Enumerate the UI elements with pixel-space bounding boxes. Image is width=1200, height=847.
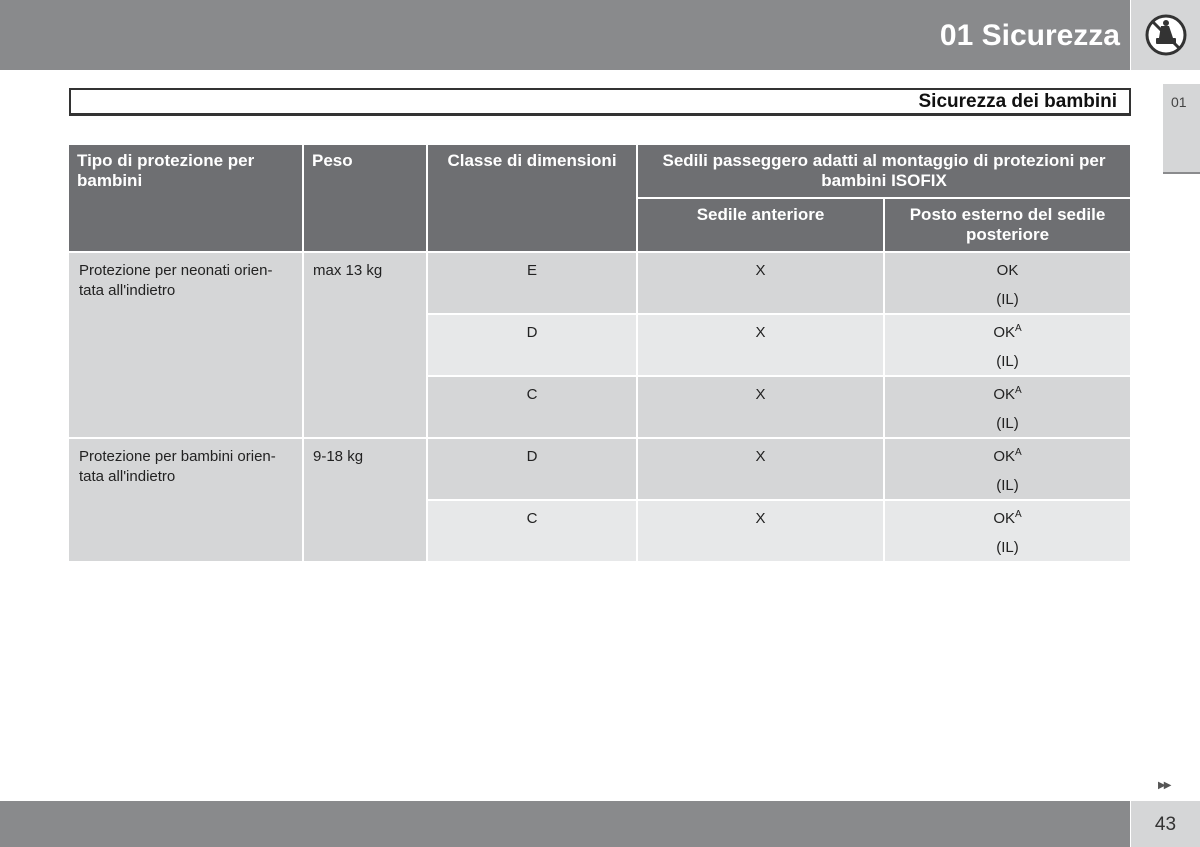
weight-range: 9-18 kg	[304, 439, 428, 563]
header-weight: Peso	[304, 145, 428, 253]
size-class-cell: D	[428, 315, 638, 377]
rear-seat-note: (IL)	[996, 291, 1019, 308]
header-size-class: Classe di dimensioni	[428, 145, 638, 253]
rear-seat-value: OK	[993, 386, 1016, 403]
rear-seat-value: OK	[993, 324, 1016, 341]
child-seat-prohibited-icon	[1145, 14, 1187, 56]
chapter-title: 01 Sicurezza	[939, 19, 1120, 52]
front-seat-cell: X	[638, 253, 885, 315]
front-seat-cell: X	[638, 377, 885, 439]
rear-seat-cell	[885, 439, 1130, 501]
table-row	[69, 253, 1130, 315]
size-class-cell: C	[428, 377, 638, 439]
chapter-icon-box	[1131, 0, 1200, 70]
rear-seat-note: (IL)	[996, 415, 1019, 432]
rear-seat-value: OK	[993, 448, 1016, 465]
rear-seat-note: (IL)	[996, 353, 1019, 370]
page-number-box	[1131, 801, 1200, 847]
side-tab-label: 01	[1171, 94, 1187, 110]
front-seat-cell: X	[638, 501, 885, 563]
child-seat-type: Protezione per bambini orien-tata all'indietro	[69, 439, 304, 563]
footnote-marker: A	[1015, 447, 1022, 458]
header-seats-group: Sedili passeggero adatti al montaggio di protezioni per bambini ISOFIX	[638, 145, 1130, 199]
rear-seat-note: (IL)	[996, 477, 1019, 494]
rear-seat-cell	[885, 315, 1130, 377]
rear-seat-cell	[885, 377, 1130, 439]
child-seat-type: Protezione per neonati orien-tata all'indietro	[69, 253, 304, 439]
rear-seat-cell	[885, 253, 1130, 315]
rear-seat-value: OK	[993, 510, 1016, 527]
section-title: Sicurezza dei bambini	[918, 91, 1117, 112]
isofix-compatibility-table	[69, 145, 1130, 563]
size-class-cell: C	[428, 501, 638, 563]
footnote-marker: A	[1015, 323, 1022, 334]
header-front-seat: Sedile anteriore	[638, 199, 885, 253]
rear-seat-value: OK	[996, 262, 1019, 279]
rear-seat-cell	[885, 501, 1130, 563]
double-arrow-right-icon: ▶▶	[1158, 780, 1170, 791]
chapter-side-tab	[1163, 84, 1200, 174]
weight-range: max 13 kg	[304, 253, 428, 439]
rear-seat-note: (IL)	[996, 539, 1019, 556]
header-type: Tipo di protezione per bambini	[69, 145, 304, 253]
size-class-cell: E	[428, 253, 638, 315]
footnote-marker: A	[1015, 385, 1022, 396]
header-rear-outer-seat: Posto esterno del sedile posteriore	[885, 199, 1130, 253]
footnote-marker: A	[1015, 509, 1022, 520]
table-row	[69, 439, 1130, 501]
bottom-bar	[0, 801, 1130, 847]
front-seat-cell: X	[638, 439, 885, 501]
top-bar	[0, 0, 1130, 70]
front-seat-cell: X	[638, 315, 885, 377]
size-class-cell: D	[428, 439, 638, 501]
section-header	[69, 88, 1131, 116]
page-number: 43	[1154, 814, 1177, 835]
